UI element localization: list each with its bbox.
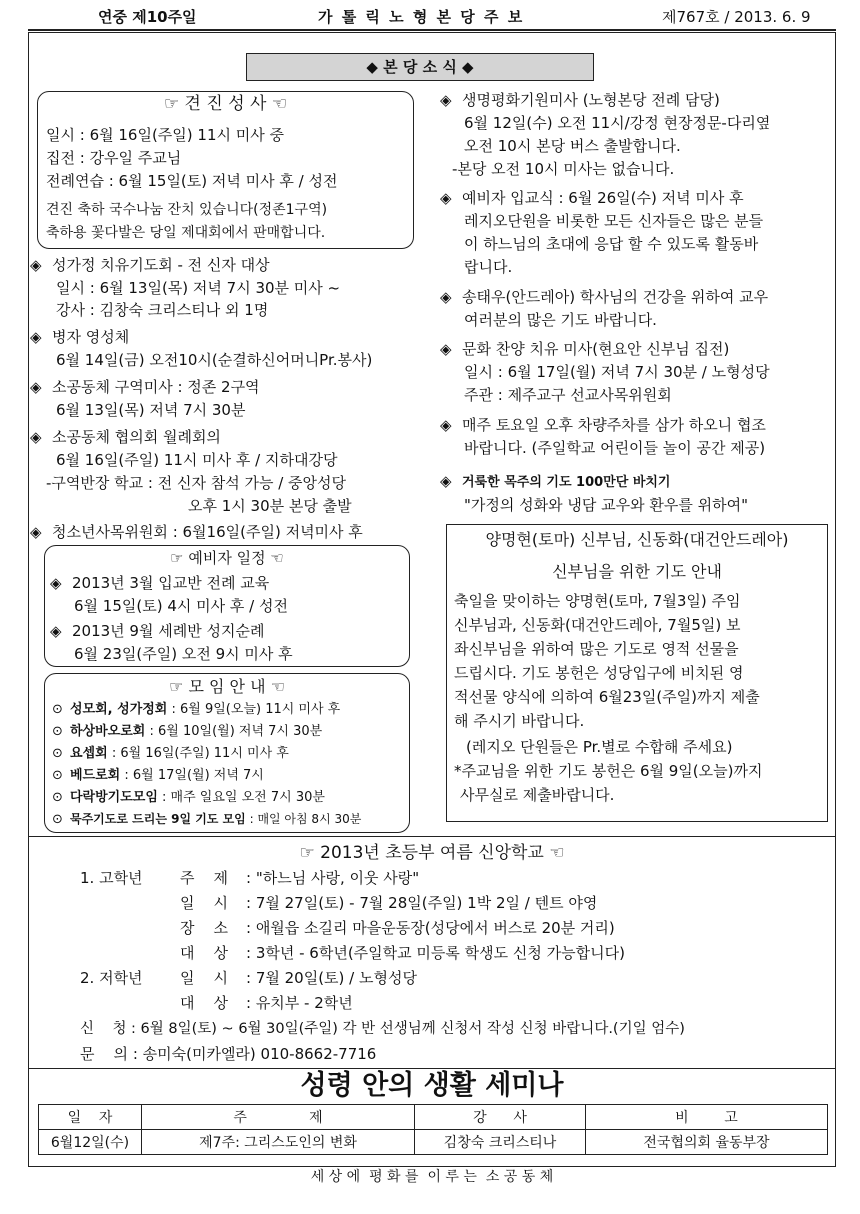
meeting-detail: : 매주 일요일 오전 7시 30분 <box>157 790 325 805</box>
prayer-subtitle: 신부님을 위한 기도 안내 <box>552 562 722 581</box>
summer-c2: 일 시 <box>180 969 229 987</box>
item-title: 소공동체 구역미사 : 정존 2구역 <box>52 378 260 396</box>
list-item <box>30 254 270 277</box>
item-line: 이 하느님의 초대에 응답 할 수 있도록 활동바 <box>464 235 759 253</box>
header-issue: 제767호 / 2013. 6. 9 <box>662 8 811 26</box>
circle-dot-icon: ⊙ <box>52 702 63 717</box>
table-cell: 6월12일(수) <box>39 1130 142 1155</box>
table-header: 주 제 <box>142 1105 415 1130</box>
meeting-item <box>52 698 340 721</box>
item-line: 6월 14일(금) 오전10시(순결하신어머니Pr.봉사) <box>56 351 373 369</box>
prayer-line: 적선물 양식에 의하여 6월23일(주일)까지 제출 <box>454 688 760 706</box>
item-line: 레지오단원을 비롯한 모든 신자들은 많은 분들 <box>464 212 764 230</box>
meeting-item <box>52 808 361 831</box>
meeting-name: 묵주기도로 드리는 9일 기도 모임 <box>70 812 246 826</box>
table-cell: 제7주: 그리스도인의 변화 <box>142 1130 415 1155</box>
meeting-name: 성모회, 성가정회 <box>70 702 168 717</box>
summer-c2: 대 상 <box>180 994 229 1012</box>
section-banner-text: ◆ 본 당 소 식 ◆ <box>366 58 474 76</box>
list-item <box>440 414 766 437</box>
item-title: 송태우(안드레아) 학사님의 건강을 위하여 교우 <box>462 288 769 306</box>
prayer-line: 사무실로 제출바랍니다. <box>460 786 615 804</box>
diamond-bullet-icon: ◈ <box>440 189 452 207</box>
meeting-item <box>52 764 264 787</box>
circle-dot-icon: ⊙ <box>52 790 63 805</box>
footer-slogan: 세 상 에 평 화 를 이 루 는 소 공 동 체 <box>310 1169 554 1185</box>
circle-dot-icon: ⊙ <box>52 724 63 739</box>
summer-c2: 일 시 <box>180 894 229 912</box>
summer-c2: 주 제 <box>180 869 229 887</box>
diamond-bullet-icon: ◈ <box>30 328 42 346</box>
item-line: -본당 오전 10시 미사는 없습니다. <box>452 160 675 178</box>
item-title: 거룩한 목주의 기도 100만단 바치기 <box>462 475 671 490</box>
confirmation-line: 집전 : 강우일 주교님 <box>46 149 182 167</box>
item-line: 6월 16일(주일) 11시 미사 후 / 지하대강당 <box>56 451 338 469</box>
diamond-bullet-icon: ◈ <box>30 378 42 396</box>
summer-c2: 대 상 <box>180 944 229 962</box>
item-line: 오후 1시 30분 본당 출발 <box>188 497 352 515</box>
diamond-bullet-icon: ◈ <box>440 416 452 434</box>
item-line: 주관 : 제주교구 선교사목위원회 <box>464 386 672 404</box>
diamond-bullet-icon: ◈ <box>30 256 42 274</box>
meeting-name: 베드로회 <box>70 768 121 783</box>
item-line: 랍니다. <box>464 258 513 276</box>
item-line: 일시 : 6월 13일(목) 저녁 7시 30분 미사 ~ <box>56 279 341 297</box>
meeting-detail: : 매일 아침 8시 30분 <box>245 812 362 826</box>
confirmation-line: 견진 축하 국수나눔 잔치 있습니다(정존1구역) <box>46 202 328 218</box>
item-title: 병자 영성체 <box>52 328 130 346</box>
circle-dot-icon: ⊙ <box>52 768 63 783</box>
header-left: 연중 제10주일 <box>98 8 197 26</box>
table-row <box>39 1105 828 1130</box>
item-line: "가정의 성화와 냉담 교우와 환우를 위하여" <box>464 496 748 514</box>
meeting-detail: : 6월 9일(오늘) 11시 미사 후 <box>167 702 341 717</box>
list-item <box>30 376 260 399</box>
prayer-line: 드립시다. 기도 봉헌은 성당입구에 비치된 영 <box>454 664 744 682</box>
summer-c3: : 3학년 - 6학년(주일학교 미등록 학생도 신청 가능합니다) <box>246 944 625 962</box>
section-banner <box>246 53 594 81</box>
table-header: 비 고 <box>586 1105 828 1130</box>
item-title: 생명평화기원미사 (노형본당 전례 담당) <box>462 91 720 109</box>
list-item <box>440 187 744 210</box>
seminar-title: 성령 안의 생활 세미나 <box>300 1070 564 1101</box>
item-line: 여러분의 많은 기도 바랍니다. <box>464 311 657 329</box>
list-item <box>440 470 671 494</box>
diamond-bullet-icon: ◈ <box>50 574 62 592</box>
item-line: 오전 10시 본당 버스 출발합니다. <box>464 137 681 155</box>
summer-c3: : 유치부 - 2학년 <box>246 994 353 1012</box>
meeting-name: 다락방기도모임 <box>70 790 158 805</box>
list-item <box>440 338 729 361</box>
meeting-item <box>52 742 289 765</box>
list-item <box>440 286 768 309</box>
item-title: 문화 찬양 치유 미사(현요안 신부님 집전) <box>462 340 730 358</box>
meeting-detail: : 6월 17일(월) 저녁 7시 <box>120 768 264 783</box>
confirmation-line: 축하용 꽃다발은 당일 제대회에서 판매합니다. <box>46 225 326 241</box>
prayer-line: 해 주시기 바랍니다. <box>454 712 585 730</box>
catechumen-title: ☞ 예비자 일정 ☜ <box>170 549 284 567</box>
item-line: 일시 : 6월 17일(월) 저녁 7시 30분 / 노형성당 <box>464 363 770 381</box>
confirmation-line: 일시 : 6월 16일(주일) 11시 미사 중 <box>46 126 284 144</box>
section-divider <box>28 836 836 837</box>
confirmation-title: ☞ 견 진 성 사 ☜ <box>163 94 288 114</box>
meetings-title: ☞ 모 임 안 내 ☜ <box>169 677 285 696</box>
item-line: 6월 15일(토) 4시 미사 후 / 성전 <box>74 597 288 615</box>
item-title: 2013년 9월 세례반 성지순례 <box>72 622 265 640</box>
item-line: 강사 : 김창숙 크리스티나 외 1명 <box>56 301 269 319</box>
summer-c3: : 7월 27일(토) - 7월 28일(주일) 1박 2일 / 텐트 야영 <box>246 894 598 912</box>
header-rule <box>28 29 836 31</box>
summer-c2: 장 소 <box>180 919 229 937</box>
item-title: 성가정 치유기도회 - 전 신자 대상 <box>52 256 270 274</box>
table-cell: 김창숙 크리스티나 <box>415 1130 586 1155</box>
diamond-bullet-icon: ◈ <box>30 523 42 541</box>
item-title: 소공동체 협의회 월례회의 <box>52 428 221 446</box>
table-row <box>39 1130 828 1155</box>
prayer-title: 양명현(토마) 신부님, 신동화(대건안드레아) <box>485 530 789 549</box>
item-title: 예비자 입교식 : 6월 26일(수) 저녁 미사 후 <box>462 189 744 207</box>
list-item <box>440 89 720 112</box>
meeting-detail: : 6월 16일(주일) 11시 미사 후 <box>107 746 289 761</box>
summer-c1: 1. 고학년 <box>80 869 143 887</box>
summer-c3: : 애월읍 소길리 마을운동장(성당에서 버스로 20분 거리) <box>246 919 615 937</box>
item-line: 바랍니다. (주일학교 어린이들 놀이 공간 제공) <box>464 439 766 457</box>
meeting-item <box>52 720 322 743</box>
item-line: 6월 12일(수) 오전 11시/강정 현장정문-다리옆 <box>464 114 771 132</box>
circle-dot-icon: ⊙ <box>52 746 63 761</box>
list-item <box>30 426 221 449</box>
diamond-bullet-icon: ◈ <box>440 91 452 109</box>
item-line: 6월 23일(주일) 오전 9시 미사 후 <box>74 645 293 663</box>
diamond-bullet-icon: ◈ <box>440 340 452 358</box>
confirmation-line: 전례연습 : 6월 15일(토) 저녁 미사 후 / 성전 <box>46 172 338 190</box>
table-cell: 전국협의회 율동부장 <box>586 1130 828 1155</box>
item-line: -구역반장 학교 : 전 신자 참석 가능 / 중앙성당 <box>46 474 346 492</box>
item-title: 매주 토요일 오후 차량주차를 삼가 하오니 협조 <box>462 416 766 434</box>
item-title: 2013년 3월 입교반 전례 교육 <box>72 574 270 592</box>
list-item <box>50 620 264 643</box>
header-title: 가 톨 릭 노 형 본 당 주 보 <box>318 8 525 26</box>
item-title: 청소년사목위원회 : 6월16일(주일) 저녁미사 후 <box>52 523 363 541</box>
meeting-name: 하상바오로회 <box>70 724 146 739</box>
table-header: 일 자 <box>39 1105 142 1130</box>
prayer-line: (레지오 단원들은 Pr.별로 수합해 주세요) <box>466 738 733 756</box>
prayer-line: *주교님을 위한 기도 봉헌은 6월 9일(오늘)까지 <box>454 762 763 780</box>
meeting-detail: : 6월 10일(월) 저녁 7시 30분 <box>145 724 323 739</box>
diamond-bullet-icon: ◈ <box>440 472 452 490</box>
summer-c1: 2. 저학년 <box>80 969 143 987</box>
seminar-table <box>38 1104 828 1155</box>
prayer-line: 좌신부님을 위하여 많은 기도로 영적 선물을 <box>454 640 739 658</box>
diamond-bullet-icon: ◈ <box>30 428 42 446</box>
summer-contact: 문 의 : 송미숙(미카엘라) 010-8662-7716 <box>80 1045 377 1063</box>
summer-apply: 신 청 : 6월 8일(토) ~ 6월 30일(주일) 각 반 선생님께 신청서 작성 신청 바랍니다.(기일 엄수) <box>80 1021 685 1037</box>
item-line: 6월 13일(목) 저녁 7시 30분 <box>56 401 246 419</box>
meeting-item <box>52 786 325 809</box>
diamond-bullet-icon: ◈ <box>50 622 62 640</box>
summer-c3: : 7월 20일(토) / 노형성당 <box>246 969 417 987</box>
prayer-line: 신부님과, 신동화(대건안드레아, 7월5일) 보 <box>454 616 741 634</box>
list-item <box>30 521 363 544</box>
circle-dot-icon: ⊙ <box>52 812 63 827</box>
diamond-bullet-icon: ◈ <box>440 288 452 306</box>
list-item <box>50 572 269 595</box>
prayer-line: 축일을 맞이하는 양명현(토마, 7월3일) 주임 <box>454 592 741 610</box>
table-header: 강 사 <box>415 1105 586 1130</box>
summer-school-title: ☞ 2013년 초등부 여름 신앙학교 ☜ <box>299 843 565 863</box>
list-item <box>30 326 129 349</box>
meeting-name: 요셉회 <box>70 746 108 761</box>
summer-c3: : "하느님 사랑, 이웃 사랑" <box>246 869 420 887</box>
